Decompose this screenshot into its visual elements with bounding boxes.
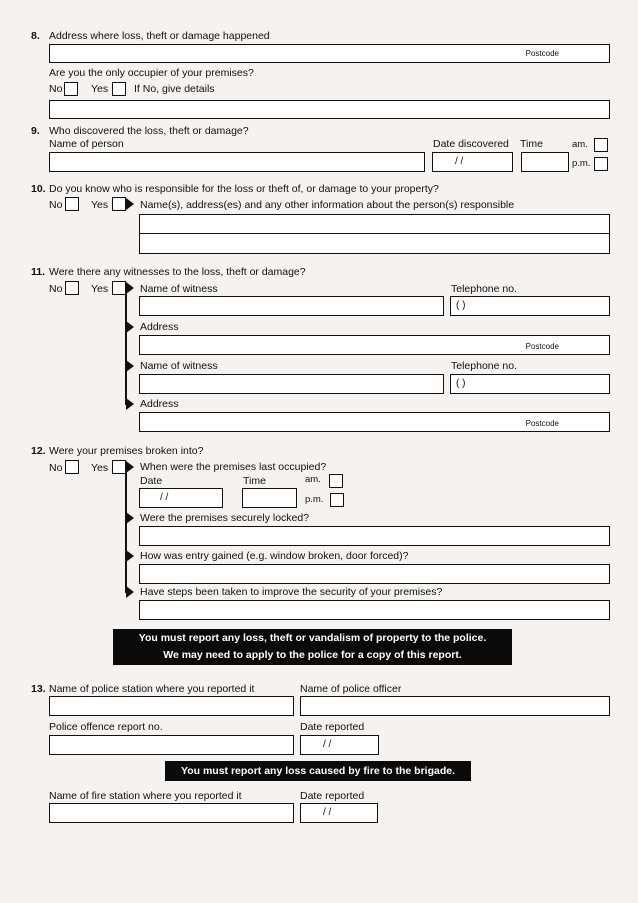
entry-gained-field[interactable]: [139, 564, 610, 584]
am-label: am.: [572, 139, 588, 150]
fire-station-field[interactable]: [49, 803, 294, 823]
witness-name-label: Name of witness: [140, 360, 218, 372]
security-steps-label: Have steps been taken to improve the security of your premises?: [140, 586, 443, 598]
arrow-icon: [126, 586, 134, 598]
police-notice-banner: [113, 629, 512, 665]
police-notice-line1: You must report any loss, theft or vandalism of property to the police.: [138, 632, 487, 644]
date-discovered-field[interactable]: [432, 152, 513, 172]
police-station-label: Name of police station where you reported it: [49, 683, 255, 695]
date-separators: / /: [160, 492, 169, 503]
report-no-field[interactable]: [49, 735, 294, 755]
arrow-icon: [126, 512, 134, 524]
q11-number: 11.: [31, 266, 46, 278]
q9-number: 9.: [31, 125, 40, 137]
pm-label: p.m.: [572, 158, 591, 169]
yes-label: Yes: [91, 199, 109, 211]
police-officer-field[interactable]: [300, 696, 610, 716]
telephone-label: Telephone no.: [451, 283, 517, 295]
time-label: Time: [520, 138, 543, 150]
am-label: am.: [305, 474, 321, 485]
fire-date-reported-label: Date reported: [300, 790, 365, 802]
name-of-person-field[interactable]: [49, 152, 425, 172]
address-label: Address: [140, 321, 179, 333]
q8-address-field[interactable]: [49, 44, 610, 63]
time-discovered-field[interactable]: [521, 152, 569, 172]
fire-date-reported-field[interactable]: [300, 803, 378, 823]
yes-label: Yes: [91, 283, 109, 295]
no-label: No: [49, 83, 63, 95]
name-of-person-label: Name of person: [49, 138, 124, 150]
q8-number: 8.: [31, 30, 40, 42]
date-reported-field[interactable]: [300, 735, 379, 755]
q12-am-checkbox[interactable]: [329, 474, 343, 488]
q13-number: 13.: [31, 683, 46, 695]
witness-1-telephone-field[interactable]: [450, 296, 610, 316]
q12-pm-checkbox[interactable]: [330, 493, 344, 507]
security-steps-field[interactable]: [139, 600, 610, 620]
postcode-label: Postcode: [525, 342, 559, 351]
date-label: Date: [140, 475, 163, 487]
no-label: No: [49, 199, 63, 211]
arrow-icon: [126, 398, 134, 410]
yes-label: Yes: [91, 83, 109, 95]
q12-no-checkbox[interactable]: [65, 460, 79, 474]
witness-name-label: Name of witness: [140, 283, 218, 295]
connector-line: [125, 288, 127, 405]
area-code-parens: ( ): [456, 378, 466, 389]
no-label: No: [49, 283, 63, 295]
postcode-label: Postcode: [525, 419, 559, 428]
area-code-parens: ( ): [456, 300, 466, 311]
securely-locked-field[interactable]: [139, 526, 610, 546]
responsible-field-1[interactable]: [139, 214, 610, 234]
if-no-label: If No, give details: [134, 83, 215, 95]
police-notice-line2: We may need to apply to the police for a copy of this report.: [163, 649, 462, 661]
fire-notice-banner: You must report any loss caused by fire to the brigade.: [165, 761, 471, 781]
q9-am-checkbox[interactable]: [594, 138, 608, 152]
date-separators: / /: [455, 156, 464, 167]
q12-label: Were your premises broken into?: [49, 445, 204, 457]
q9-label: Who discovered the loss, theft or damage?: [49, 125, 249, 137]
q10-number: 10.: [31, 183, 46, 195]
witness-1-name-field[interactable]: [139, 296, 444, 316]
responsible-details-label: Name(s), address(es) and any other information about the person(s) responsible: [140, 199, 515, 211]
date-separators: / /: [323, 807, 332, 818]
no-label: No: [49, 462, 63, 474]
q12-number: 12.: [31, 445, 46, 457]
fire-station-label: Name of fire station where you reported it: [49, 790, 242, 802]
arrow-icon: [126, 282, 134, 294]
address-label: Address: [140, 398, 179, 410]
q9-pm-checkbox[interactable]: [594, 157, 608, 171]
q10-label: Do you know who is responsible for the loss or theft of, or damage to your property?: [49, 183, 439, 195]
occupier-yes-checkbox[interactable]: [112, 82, 126, 96]
connector-line: [125, 467, 127, 593]
q11-label: Were there any witnesses to the loss, theft or damage?: [49, 266, 306, 278]
entry-gained-label: How was entry gained (e.g. window broken, door forced)?: [140, 550, 409, 562]
last-occupied-label: When were the premises last occupied?: [140, 461, 327, 473]
q11-no-checkbox[interactable]: [65, 281, 79, 295]
last-occupied-time-field[interactable]: [242, 488, 297, 508]
postcode-label: Postcode: [525, 49, 559, 58]
police-station-field[interactable]: [49, 696, 294, 716]
date-separators: / /: [323, 739, 332, 750]
occupier-no-checkbox[interactable]: [64, 82, 78, 96]
yes-label: Yes: [91, 462, 109, 474]
witness-1-address-field[interactable]: [139, 335, 610, 355]
report-no-label: Police offence report no.: [49, 721, 163, 733]
occupier-details-field[interactable]: [49, 100, 610, 119]
q8-label: Address where loss, theft or damage happened: [49, 30, 270, 42]
q10-no-checkbox[interactable]: [65, 197, 79, 211]
securely-locked-label: Were the premises securely locked?: [140, 512, 310, 524]
arrow-icon: [126, 550, 134, 562]
arrow-icon: [126, 461, 134, 473]
telephone-label: Telephone no.: [451, 360, 517, 372]
q11-yes-checkbox[interactable]: [112, 281, 126, 295]
date-reported-label: Date reported: [300, 721, 365, 733]
date-discovered-label: Date discovered: [433, 138, 509, 150]
police-officer-label: Name of police officer: [300, 683, 402, 695]
arrow-icon: [126, 321, 134, 333]
witness-2-telephone-field[interactable]: [450, 374, 610, 394]
q10-yes-checkbox[interactable]: [112, 197, 126, 211]
witness-2-name-field[interactable]: [139, 374, 444, 394]
arrow-icon: [126, 360, 134, 372]
time-label: Time: [243, 475, 266, 487]
witness-2-address-field[interactable]: [139, 412, 610, 432]
q12-yes-checkbox[interactable]: [112, 460, 126, 474]
pm-label: p.m.: [305, 494, 324, 505]
occupier-question: Are you the only occupier of your premises?: [49, 67, 254, 79]
last-occupied-date-field[interactable]: [139, 488, 223, 508]
responsible-field-2[interactable]: [139, 233, 610, 254]
arrow-icon: [126, 198, 134, 210]
